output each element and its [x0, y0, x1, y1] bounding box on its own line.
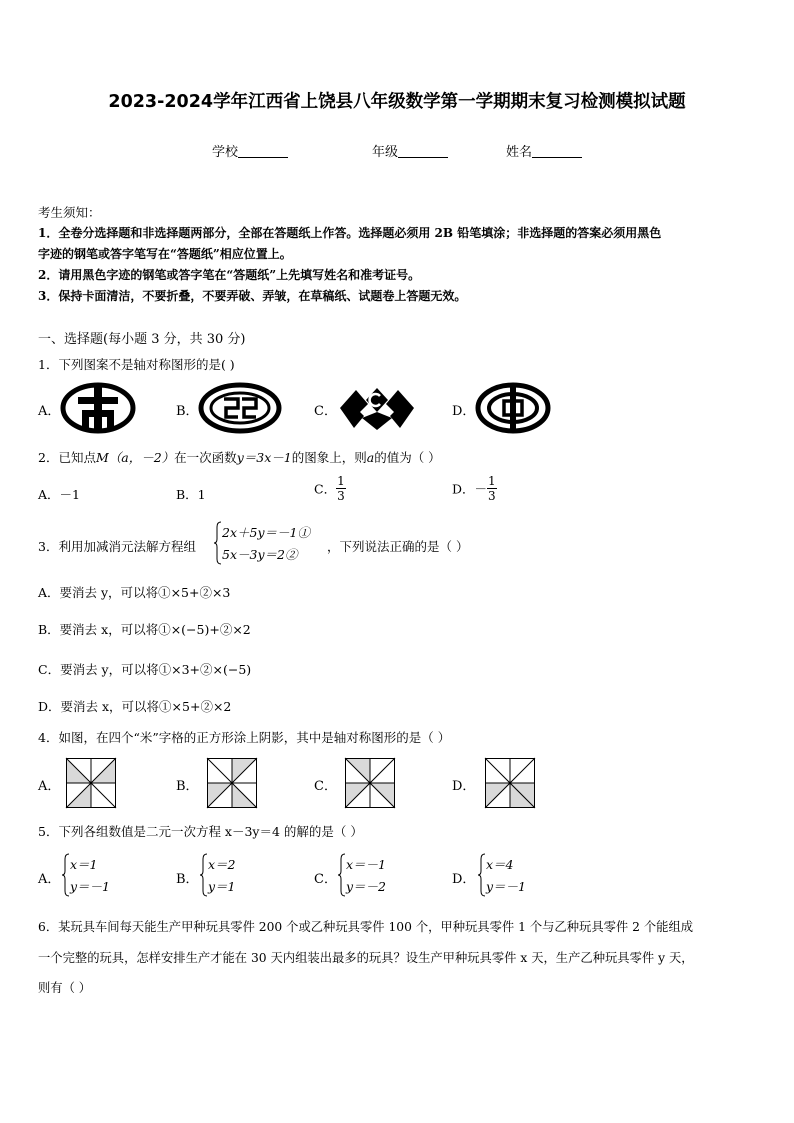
notice-line-3: 3．保持卡面清洁，不要折叠，不要弄破、弄皱，在草稿纸、试题卷上答题无效。 — [38, 289, 467, 303]
q5-stem: 5．下列各组数值是二元一次方程 x－3y＝4 的解的是（ ） — [38, 824, 363, 839]
fraction-denominator: 3 — [337, 489, 345, 503]
q6-line-3: 则有（ ） — [38, 981, 92, 995]
q1-logo-d-image — [475, 382, 551, 434]
school-blank[interactable] — [238, 145, 288, 158]
notice-line-1a: 1．全卷分选择题和非选择题两部分，全部在答题纸上作答。选择题必须用 2B 铅笔填涂；非选择题的答案必须用黑色 — [38, 226, 662, 240]
q1-label-a: A． — [38, 404, 61, 419]
brace-icon — [200, 853, 208, 897]
q2-option-c — [314, 474, 346, 503]
section-heading: 一、选择题(每小题 3 分，共 30 分) — [38, 332, 246, 347]
q2-option-c-label: C． — [314, 481, 337, 497]
q5-label-d: D． — [452, 872, 476, 887]
q3-option-c: C．要消去 y，可以将①×3+②×(−5) — [38, 662, 252, 677]
q4-stem: 4．如图，在四个“米”字格的正方形涂上阴影，其中是轴对称图形的是（ ） — [38, 730, 451, 745]
q4-grid-c-image — [345, 758, 395, 808]
q3-option-b: B．要消去 x，可以将①×(−5)+②×2 — [38, 622, 251, 637]
q5-option-a-eq-y: y＝－1 — [70, 879, 111, 894]
q4-grid-b-image — [207, 758, 257, 808]
q2-option-b: B．1 — [176, 487, 206, 502]
notice-line-2: 2．请用黑色字迹的钢笔或答字笔在“答题纸”上先填写姓名和准考证号。 — [38, 268, 421, 282]
q5-option-c-system — [338, 853, 418, 897]
q2-option-d — [452, 474, 497, 503]
school-field — [212, 141, 288, 160]
q5-option-b-eq-y: y＝1 — [208, 879, 236, 894]
q2-function: y＝3x－1 — [236, 450, 292, 465]
q4-grid-d-image — [485, 758, 535, 808]
q2-option-c-fraction — [336, 474, 346, 503]
name-label: 姓名 — [506, 145, 533, 160]
q5-option-d-eq-y: y＝－1 — [486, 879, 527, 894]
q1-label-b: B． — [176, 404, 199, 419]
q3-stem-part-a: 3．利用加减消元法解方程组 — [38, 539, 196, 554]
fraction-numerator: 1 — [337, 474, 345, 488]
q1-label-c: C． — [314, 404, 337, 419]
q5-label-b: B． — [176, 872, 199, 887]
q5-option-d-eq-x: x＝4 — [486, 857, 514, 872]
brace-icon — [214, 521, 222, 565]
q4-label-d: D． — [452, 779, 476, 794]
q1-logo-a-image — [60, 382, 136, 434]
page-title: 2023-2024学年江西省上饶县八年级数学第一学期期末复习检测模拟试题 — [108, 92, 686, 112]
q5-option-c-eq-x: x＝－1 — [346, 857, 387, 872]
q2-option-a: A．－1 — [38, 487, 80, 502]
q3-stem-part-b: ，下列说法正确的是（ ） — [327, 539, 469, 554]
q4-label-a: A． — [38, 779, 61, 794]
q5-option-a-eq-x: x＝1 — [70, 857, 98, 872]
q5-label-c: C． — [314, 872, 337, 887]
fraction-numerator: 1 — [488, 474, 496, 488]
q2-variable: a — [366, 450, 375, 465]
q1-logo-c-image — [338, 382, 416, 434]
q5-label-a: A． — [38, 872, 61, 887]
q6-line-2: 一个完整的玩具，怎样安排生产才能在 30 天内组装出最多的玩具？设生产甲种玩具零件 x 天，生产乙种玩具零件 y 天， — [38, 951, 694, 965]
q1-label-d: D． — [452, 404, 476, 419]
grade-field — [372, 141, 448, 160]
q3-option-a: A．要消去 y，可以将①×5+②×3 — [38, 585, 231, 600]
q3-equation-system — [214, 521, 324, 565]
notice-line-1b: 字迹的钢笔或答字笔写在“答题纸”相应位置上。 — [38, 247, 292, 261]
grade-blank[interactable] — [398, 145, 448, 158]
q2-stem-part-d: 的值为（ ） — [374, 450, 441, 465]
q2-stem-part-c: 的图象上，则 — [291, 450, 367, 465]
q4-label-c: C． — [314, 779, 337, 794]
q1-logo-b-image — [198, 382, 282, 434]
q4-grid-a-image — [66, 758, 116, 808]
q5-option-d-system — [478, 853, 558, 897]
q2-point: M（a，－2） — [95, 450, 175, 465]
brace-icon — [338, 853, 346, 897]
q3-option-d: D．要消去 x，可以将①×5+②×2 — [38, 699, 232, 714]
school-label: 学校 — [212, 145, 239, 160]
q2-stem — [38, 448, 441, 466]
q5-option-a-system — [62, 853, 132, 897]
name-field — [506, 141, 582, 160]
q5-option-c-eq-y: y＝－2 — [346, 879, 387, 894]
q3-equation-2: 5x－3y＝2② — [222, 547, 298, 562]
q2-stem-part-a: 2．已知点 — [38, 450, 96, 465]
q2-stem-part-b: 在一次函数 — [174, 450, 237, 465]
name-blank[interactable] — [532, 145, 582, 158]
q2-option-d-fraction — [487, 474, 497, 503]
q2-option-d-label: D．－ — [452, 481, 488, 497]
brace-icon — [478, 853, 486, 897]
brace-icon — [62, 853, 70, 897]
grade-label: 年级 — [372, 145, 399, 160]
q5-option-b-eq-x: x＝2 — [208, 857, 236, 872]
notice-heading: 考生须知： — [38, 205, 101, 220]
q5-option-b-system — [200, 853, 270, 897]
fraction-denominator: 3 — [488, 489, 496, 503]
q1-stem: 1．下列图案不是轴对称图形的是( ) — [38, 357, 235, 372]
q6-line-1: 6．某玩具车间每天能生产甲种玩具零件 200 个或乙种玩具零件 100 个，甲种玩具零件 1 个与乙种玩具零件 2 个能组成 — [38, 920, 694, 934]
q3-equation-1: 2x＋5y＝－1① — [222, 525, 310, 540]
q4-label-b: B． — [176, 779, 199, 794]
